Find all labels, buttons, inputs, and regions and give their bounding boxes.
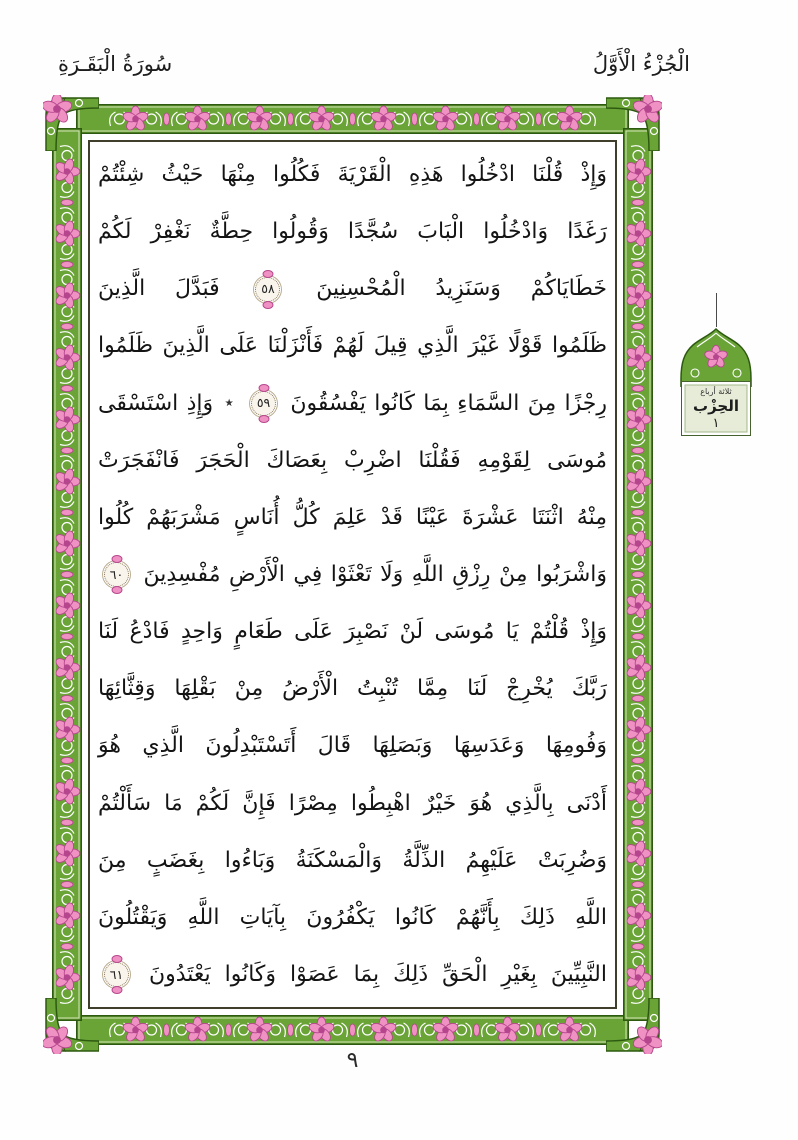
ayah-text: مُوسَى لِقَوْمِهِ فَقُلْنَا اضْرِبْ بِعَصَاكَ الْحَجَرَ فَانْفَجَرَتْ [98,447,607,473]
quran-line [98,432,607,489]
ayah-text: مِنْهُ اثْنَتَا عَشْرَةَ عَيْنًا قَدْ عَلِمَ كُلُّ أُنَاسٍ مَشْرَبَهُمْ كُلُوا [98,504,607,530]
ayah-text: النَّبِيِّينَ بِغَيْرِ الْحَقِّ ذَلِكَ بِمَا عَصَوْا وَكَانُوا يَعْتَدُونَ [148,961,607,987]
ayah-text: رَغَدًا وَادْخُلُوا الْبَابَ سُجَّدًا وَقُولُوا حِطَّةٌ نَغْفِرْ لَكُمْ [98,219,607,245]
ayah-text: وَضُرِبَتْ عَلَيْهِمُ الذِّلَّةُ وَالْمَسْكَنَةُ وَبَاءُوا بِغَضَبٍ مِنَ [98,847,607,873]
ayah-number-marker: ٥٩ [251,391,276,416]
quran-text [98,146,607,1003]
hizb-marker [673,293,759,436]
quran-line [98,832,607,889]
border-band-top [76,104,629,134]
quran-line [98,260,607,317]
ayah-text: وَفُومِهَا وَعَدَسِهَا وَبَصَلِهَا قَالَ أَتَسْتَبْدِلُونَ الَّذِي هُوَ [98,733,607,759]
hizb-panel [681,381,751,436]
ayah-text: وَإِذِ اسْتَسْقَى [98,390,214,416]
hizb-dome-ornament-icon [673,327,759,387]
ayah-text: ظَلَمُوا قَوْلًا غَيْرَ الَّذِي قِيلَ لَهُمْ فَأَنْزَلْنَا عَلَى الَّذِينَ ظَلَمُوا [98,333,607,359]
quran-line [98,489,607,546]
ayah-text: رِجْزًا مِنَ السَّمَاءِ بِمَا كَانُوا يَفْسُقُونَ [290,390,608,416]
quran-line [98,889,607,946]
ayah-number-marker: ٦١ [104,962,129,987]
ayah-text: فَبَدَّلَ الَّذِينَ [98,276,220,302]
border-band-bottom [76,1015,629,1045]
ayah-text: أَدْنَى بِالَّذِي هُوَ خَيْرٌ اهْبِطُوا مِصْرًا فَإِنَّ لَكُمْ مَا سَأَلْتُمْ [98,790,607,816]
surah-title: سُورَةُ الْبَقَـرَةِ [58,52,173,76]
hizb-number: ١ [712,416,720,431]
ayah-text: وَإِذْ قُلْتُمْ يَا مُوسَى لَنْ نَصْبِرَ عَلَى طَعَامٍ وَاحِدٍ فَادْعُ لَنَا [98,619,607,645]
ayah-text: رَبَّكَ يُخْرِجْ لَنَا مِمَّا تُنْبِتُ الْأَرْضُ مِنْ بَقْلِهَا وَقِثَّائِهَا [98,676,607,702]
ornamental-border-frame [52,104,653,1045]
juz-title: الْجُزْءُ الْأَوَّلُ [592,52,690,76]
quran-line [98,203,607,260]
ayah-text: وَإِذْ قُلْنَا ادْخُلُوا هَذِهِ الْقَرْيَةَ فَكُلُوا مِنْهَا حَيْثُ شِئْتُمْ [98,162,607,187]
hizb-fraction-label: ثلاثة أرباع [700,387,732,396]
hizb-spire-line [716,293,717,327]
quran-line [98,946,607,1003]
ayah-text: وَاشْرَبُوا مِنْ رِزْقِ اللَّهِ وَلَا تَعْثَوْا فِي الْأَرْضِ مُفْسِدِينَ [143,561,607,587]
quran-line [98,775,607,832]
quran-line [98,660,607,717]
hizb-label: الحِزْب [693,397,739,415]
ayah-number-marker: ٥٨ [255,277,280,302]
page-number: ٩ [346,1048,359,1073]
border-band-left [52,128,82,1021]
quran-line [98,603,607,660]
quran-line [98,317,607,374]
ayah-number-marker: ٦٠ [104,562,129,587]
quran-line [98,546,607,603]
quran-line [98,146,607,203]
border-band-right [623,128,653,1021]
ayah-text: اللَّهِ ذَلِكَ بِأَنَّهُمْ كَانُوا يَكْفُرُونَ بِآيَاتِ اللَّهِ وَيَقْتُلُونَ [98,904,607,930]
rub-el-hizb-star-icon: ٭ [224,393,234,414]
ayah-text: خَطَايَاكُمْ وَسَنَزِيدُ الْمُحْسِنِينَ [316,276,607,302]
quran-line [98,375,607,432]
quran-line [98,717,607,774]
